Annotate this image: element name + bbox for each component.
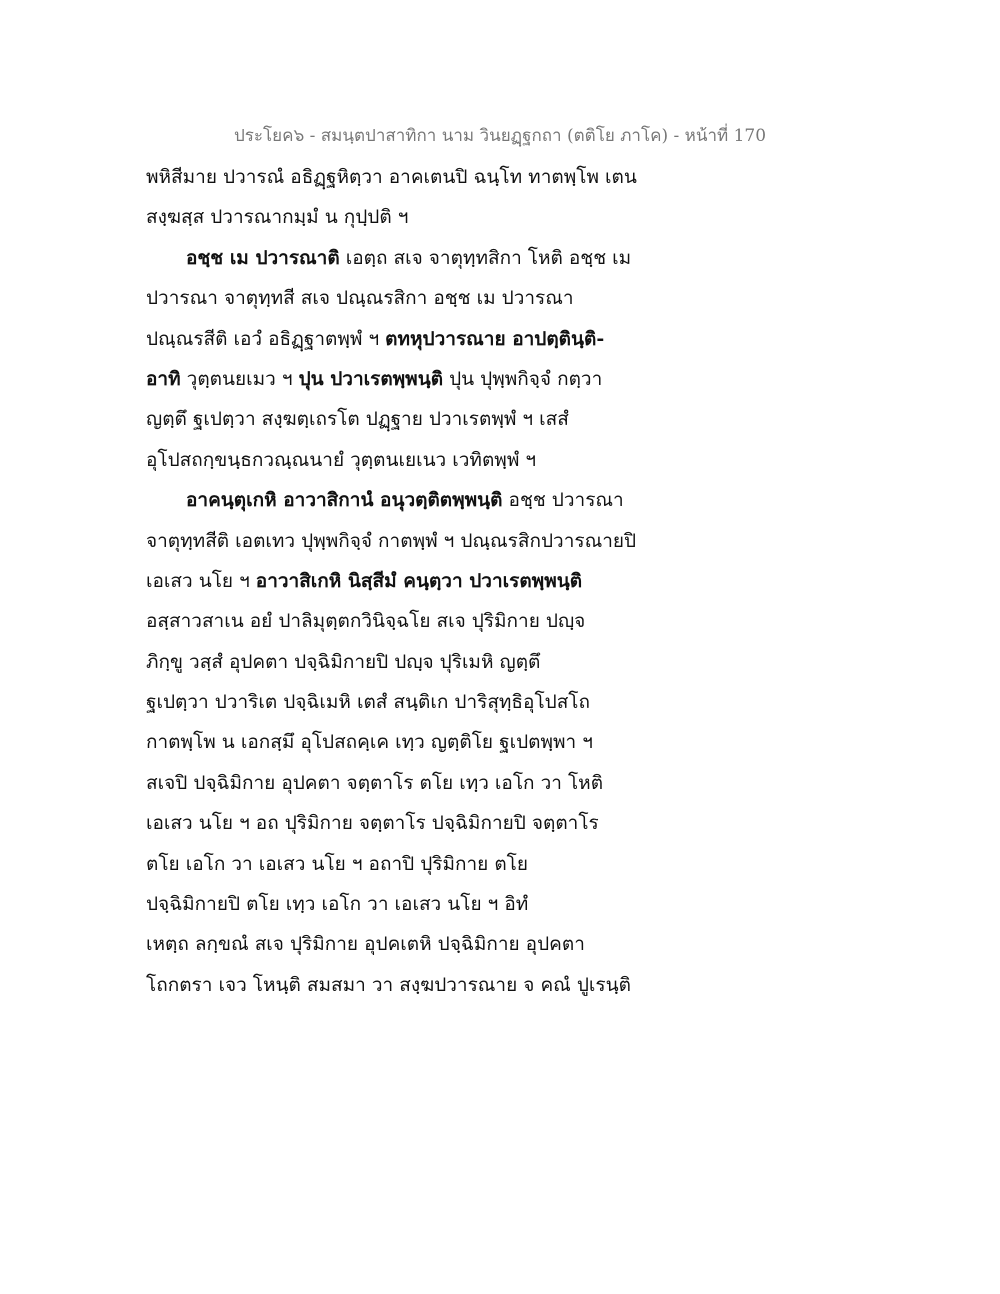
body-text [146,157,676,1005]
text-segment: สงฺฆสฺส ปวารณากมฺมํ น กุปฺปติ ฯ [146,206,409,229]
text-line [146,157,676,197]
text-segment: วุตฺตนยเมว ฯ [180,367,299,390]
text-line [146,197,676,237]
text-line [146,642,676,682]
text-line [146,521,676,561]
text-line [146,440,676,480]
page-header: ประโยค๖ - สมนฺตปาสาทิกา นาม วินยฏฺฐกถา (ตติโย ภาโค) - หน้าที่ 170 [233,126,767,146]
text-segment: ฐเปตฺวา ปวาริเต ปจฺฉิเมหิ เตสํ สนฺติเก ปาริสุทฺธิอุโปสโถ [146,691,591,714]
text-segment: ตโย เอโก วา เอเสว นโย ฯ อถาปิ ปุริมิกาย ตโย [146,852,529,875]
text-line [146,924,676,964]
text-segment: อชฺช ปวารณา [502,489,624,512]
text-line [146,601,676,641]
text-line [146,965,676,1005]
text-segment: เอเสว นโย ฯ [146,569,256,592]
text-line [146,722,676,762]
text-segment: พหิสีมาย ปวารณํ อธิฏฺฐหิตฺวา อาคเตนปิ ฉนฺโท ทาตพฺโพ เตน [146,166,637,188]
text-segment: สเจปิ ปจฺฉิมิกาย อุปคตา จตฺตาโร ตโย เทฺว เอโก วา โหติ [146,771,604,794]
text-line [146,682,676,722]
text-segment: จาตุทฺทสีติ เอตเทว ปุพฺพกิจฺจํ กาตพฺพํ ฯ ปณฺณรสิกปวารณายปิ [146,529,637,552]
text-segment: เอเสว นโย ฯ อถ ปุริมิกาย จตฺตาโร ปจฺฉิมิกายปิ จตฺตาโร [146,812,599,835]
text-segment: ปณฺณรสีติ เอวํ อธิฏฺฐาตพฺพํ ฯ [146,327,386,350]
text-line [146,399,676,439]
text-segment: ญตฺตึ ฐเปตฺวา สงฺฆตฺเถรโต ปฏฺฐาย ปวาเรตพฺพํ ฯ เสสํ [146,408,569,431]
bold-term: ปุน ปวาเรตพฺพนฺติ [298,367,444,390]
text-line [146,803,676,843]
bold-term: อชฺช เม ปวารณาติ [186,246,340,269]
text-line [146,319,676,359]
text-segment: ปุน ปุพฺพกิจฺจํ กตฺวา [443,367,603,390]
bold-term: อาวาสิเกหิ นิสฺสีมํ คนฺตฺวา ปวาเรตพฺพนฺติ [255,569,583,592]
text-segment: ปจฺฉิมิกายปิ ตโย เทฺว เอโก วา เอเสว นโย ฯ อิทํ [146,893,529,916]
text-line [146,561,676,601]
text-segment: ปวารณา จาตุทฺทสี สเจ ปณฺณรสิกา อชฺช เม ปวารณา [146,287,574,310]
text-segment: เหตฺถ ลกฺขณํ สเจ ปุริมิกาย อุปคเตหิ ปจฺฉิมิกาย อุปคตา [146,933,585,956]
bold-term: อาคนฺตุเกหิ อาวาสิกานํ อนุวตฺติตพฺพนฺติ [186,489,503,512]
text-segment: อสฺสาวสาเน อยํ ปาลิมุตฺตกวินิจฺฉโย สเจ ปุริมิกาย ปญฺจ [146,610,586,633]
text-segment: เอตฺถ สเจ จาตุทฺทสิกา โหติ อชฺช เม [339,246,632,269]
text-segment: อุโปสถกฺขนฺธกวณฺณนายํ วุตฺตนเยเนว เวทิตพฺพํ ฯ [146,448,537,471]
text-segment: ภิกฺขู วสฺสํ อุปคตา ปจฺฉิมิกายปิ ปญฺจ ปุริเมหิ ญตฺตึ [146,650,541,673]
text-line [146,278,676,318]
text-line [146,359,676,399]
text-line [146,480,676,520]
text-line [146,763,676,803]
text-line [146,238,676,278]
text-line [146,884,676,924]
bold-term: ตทหุปวารณาย อาปตฺตินฺติ- [385,327,605,350]
text-segment: กาตพฺโพ น เอกสฺมึ อุโปสถคฺเค เทฺว ญตฺติโย ฐเปตพฺพา ฯ [146,731,593,754]
text-line [146,844,676,884]
bold-term: อาทิ [146,367,181,390]
text-segment: โถกตรา เจว โหนฺติ สมสมา วา สงฺฆปวารณาย จ คณํ ปูเรนฺติ [146,973,631,996]
